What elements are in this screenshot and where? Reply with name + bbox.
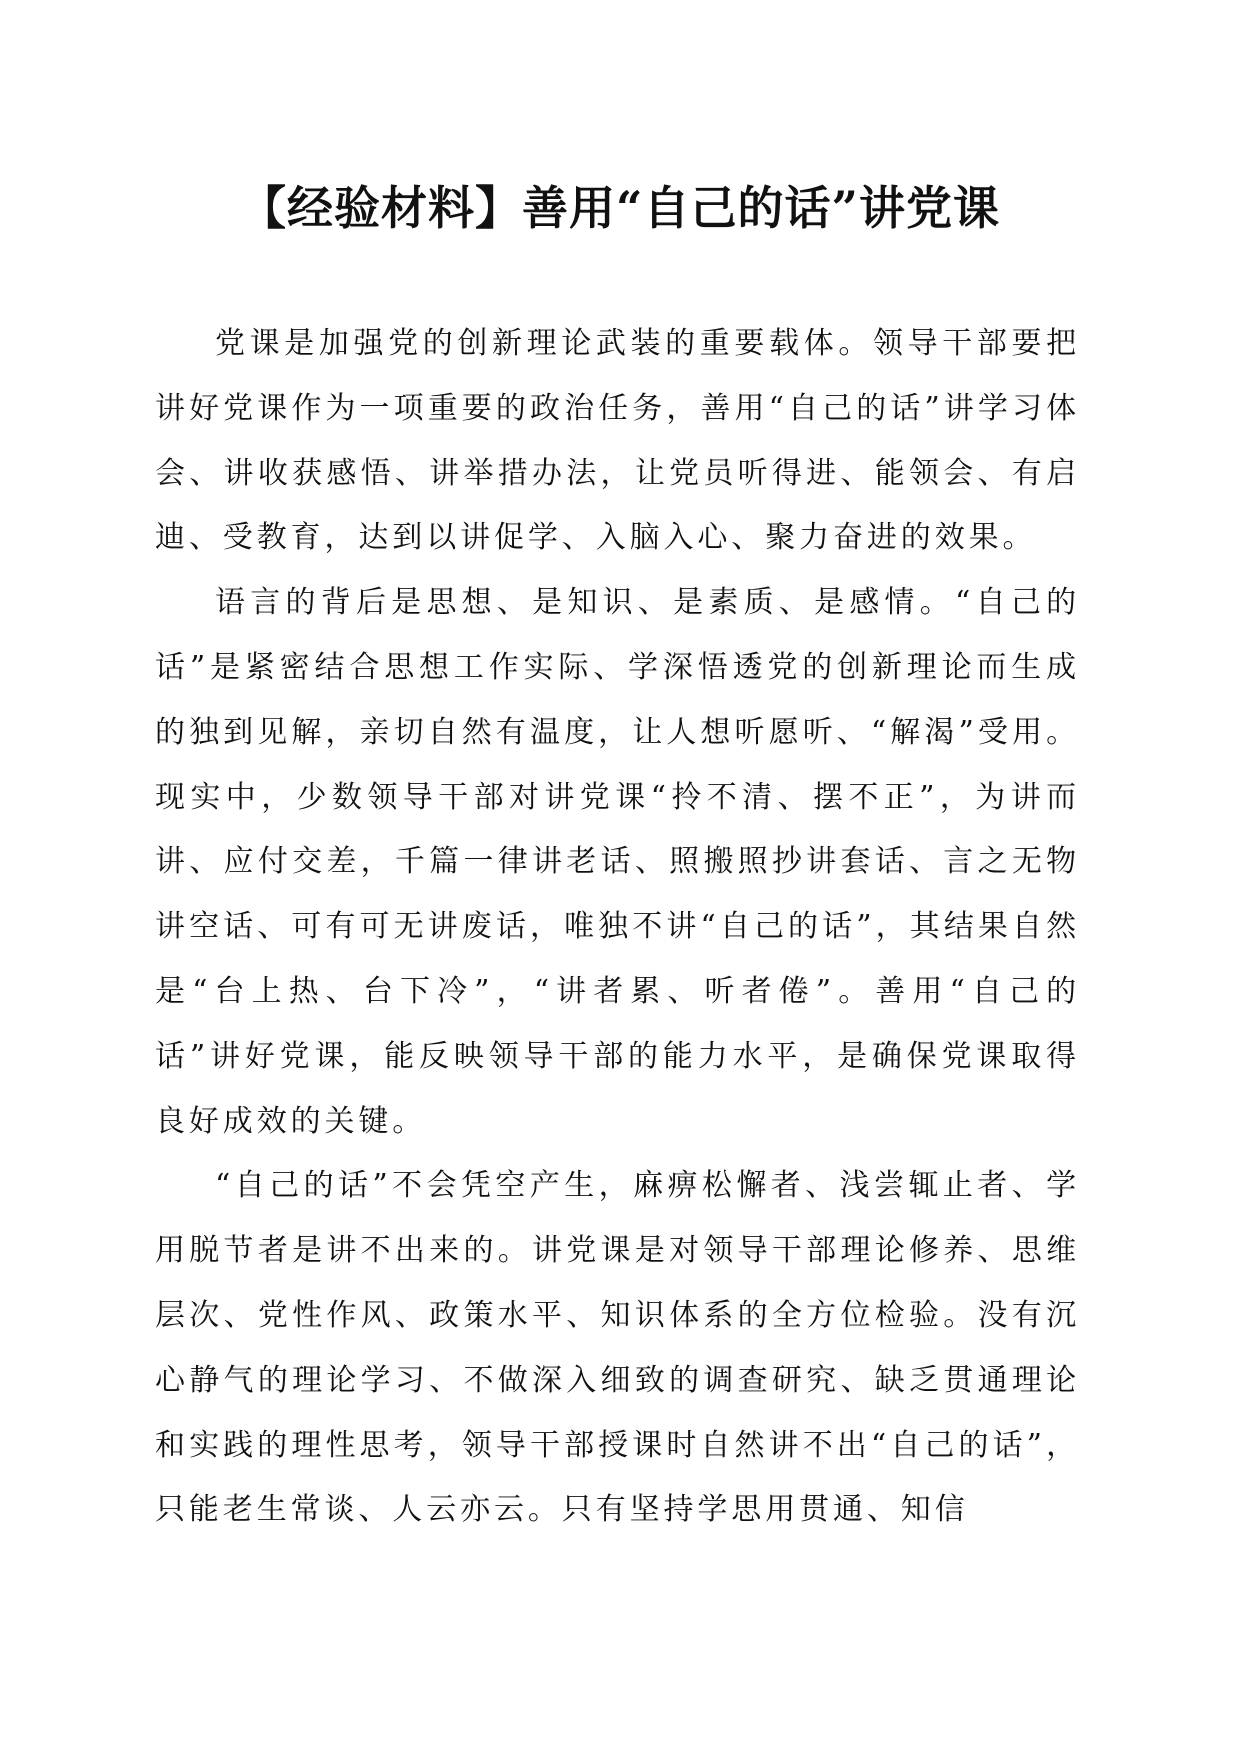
paragraph-3: “自己的话”不会凭空产生，麻痹松懈者、浅尝辄止者、学用脱节者是讲不出来的。讲党课是对领导干部理论修养、思维层次、党性作风、政策水平、知识体系的全方位检验。没有沉心静气的理论学习、不做深入细致的调查研究、缺乏贯通理论和实践的理性思考，领导干部授课时自然讲不出“自己的话”，只能老生常谈、人云亦云。只有坚持学思用贯通、知信	[155, 1168, 1080, 1528]
paragraph-2: 语言的背后是思想、是知识、是素质、是感情。“自己的话”是紧密结合思想工作实际、学深悟透党的创新理论而生成的独到见解，亲切自然有温度，让人想听愿听、“解渴”受用。现实中，少数领导干部对讲党课“拎不清、摆不正”，为讲而讲、应付交差，千篇一律讲老话、照搬照抄讲套话、言之无物讲空话、可有可无讲废话，唯独不讲“自己的话”，其结果自然是“台上热、台下冷”，“讲者累、听者倦”。善用“自己的话”讲好党课，能反映领导干部的能力水平，是确保党课取得良好成效的关键。	[155, 585, 1080, 1139]
document-body	[155, 312, 1080, 1543]
document-title: 【经验材料】善用“自己的话”讲党课	[240, 181, 1000, 235]
paragraph-1: 党课是加强党的创新理论武装的重要载体。领导干部要把讲好党课作为一项重要的政治任务，善用“自己的话”讲学习体会、讲收获感悟、讲举措办法，让党员听得进、能领会、有启迪、受教育，达到以讲促学、入脑入心、聚力奋进的效果。	[155, 326, 1080, 556]
